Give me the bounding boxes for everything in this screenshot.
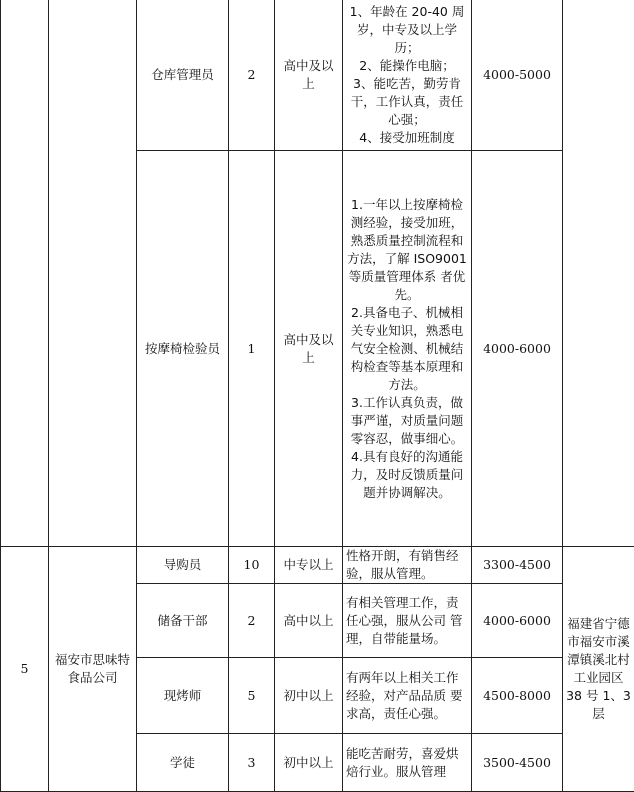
education-cell: 初中以上 (275, 658, 343, 734)
requirements-cell: 有相关管理工作，责任心强，服从公司 管理，自带能量场。 (343, 584, 472, 658)
requirement-line: 2、能操作电脑； (359, 57, 455, 73)
address-cell: 福建省宁德市福安市溪潭镇溪北村工业园区 38 号 1、3 层 (563, 547, 634, 792)
requirement-line: 3.工作认真负责，做事严谨，对质量问题零容忍，做事细心。 (350, 394, 464, 446)
salary-cell: 3500-4500 (472, 734, 563, 792)
count-cell: 2 (229, 0, 275, 151)
position-cell: 现烤师 (137, 658, 229, 734)
position-cell: 储备干部 (137, 584, 229, 658)
requirements-cell: 性格开朗，有销售经验，服从管理。 (343, 547, 472, 584)
requirement-line: 2.具备电子、机械相关专业知识，熟悉电气安全检测、机械结构检查等基本原理和方法。 (350, 304, 464, 392)
table-row (1, 0, 634, 151)
requirements-cell: 有两年以上相关工作经验，对产品品质 要求高，责任心强。 (343, 658, 472, 734)
education-cell: 初中以上 (275, 734, 343, 792)
salary-cell: 4000-5000 (472, 0, 563, 151)
company-cell: 福安市思味特食品公司 (49, 547, 137, 792)
count-cell: 5 (229, 658, 275, 734)
requirements-cell (343, 151, 472, 547)
requirements-cell (343, 0, 472, 151)
table-row (1, 547, 634, 584)
count-cell: 1 (229, 151, 275, 547)
index-cell (1, 0, 49, 547)
count-cell: 10 (229, 547, 275, 584)
salary-cell: 3300-4500 (472, 547, 563, 584)
position-cell: 学徒 (137, 734, 229, 792)
position-cell: 仓库管理员 (137, 0, 229, 151)
requirement-line: 4.具有良好的沟通能力，及时反馈质量问题并协调解决。 (350, 448, 464, 500)
education-cell: 中专以上 (275, 547, 343, 584)
education-cell: 高中及以上 (275, 151, 343, 547)
position-cell: 导购员 (137, 547, 229, 584)
education-cell: 高中及以上 (275, 0, 343, 151)
position-cell: 按摩椅检验员 (137, 151, 229, 547)
address-cell (563, 0, 634, 547)
requirement-line: 1、年龄在 20-40 周岁，中专及以上学 历； (349, 3, 465, 55)
company-cell (49, 0, 137, 547)
education-cell: 高中以上 (275, 584, 343, 658)
index-cell: 5 (1, 547, 49, 792)
requirement-line: 1.一年以上按摩椅检测经验，接受加班，熟悉质量控制流程和方法，了解 ISO9001 等质量管理体系 者优先。 (347, 196, 467, 302)
count-cell: 3 (229, 734, 275, 792)
requirements-cell: 能吃苦耐劳，喜爱烘焙行业。服从管理 (343, 734, 472, 792)
requirement-line: 3、能吃苦，勤劳肯干，工作认真，责任心强； (350, 75, 464, 127)
salary-cell: 4000-6000 (472, 151, 563, 547)
requirement-line: 4、接受加班制度 (359, 129, 455, 145)
salary-cell: 4000-6000 (472, 584, 563, 658)
salary-cell: 4500-8000 (472, 658, 563, 734)
count-cell: 2 (229, 584, 275, 658)
